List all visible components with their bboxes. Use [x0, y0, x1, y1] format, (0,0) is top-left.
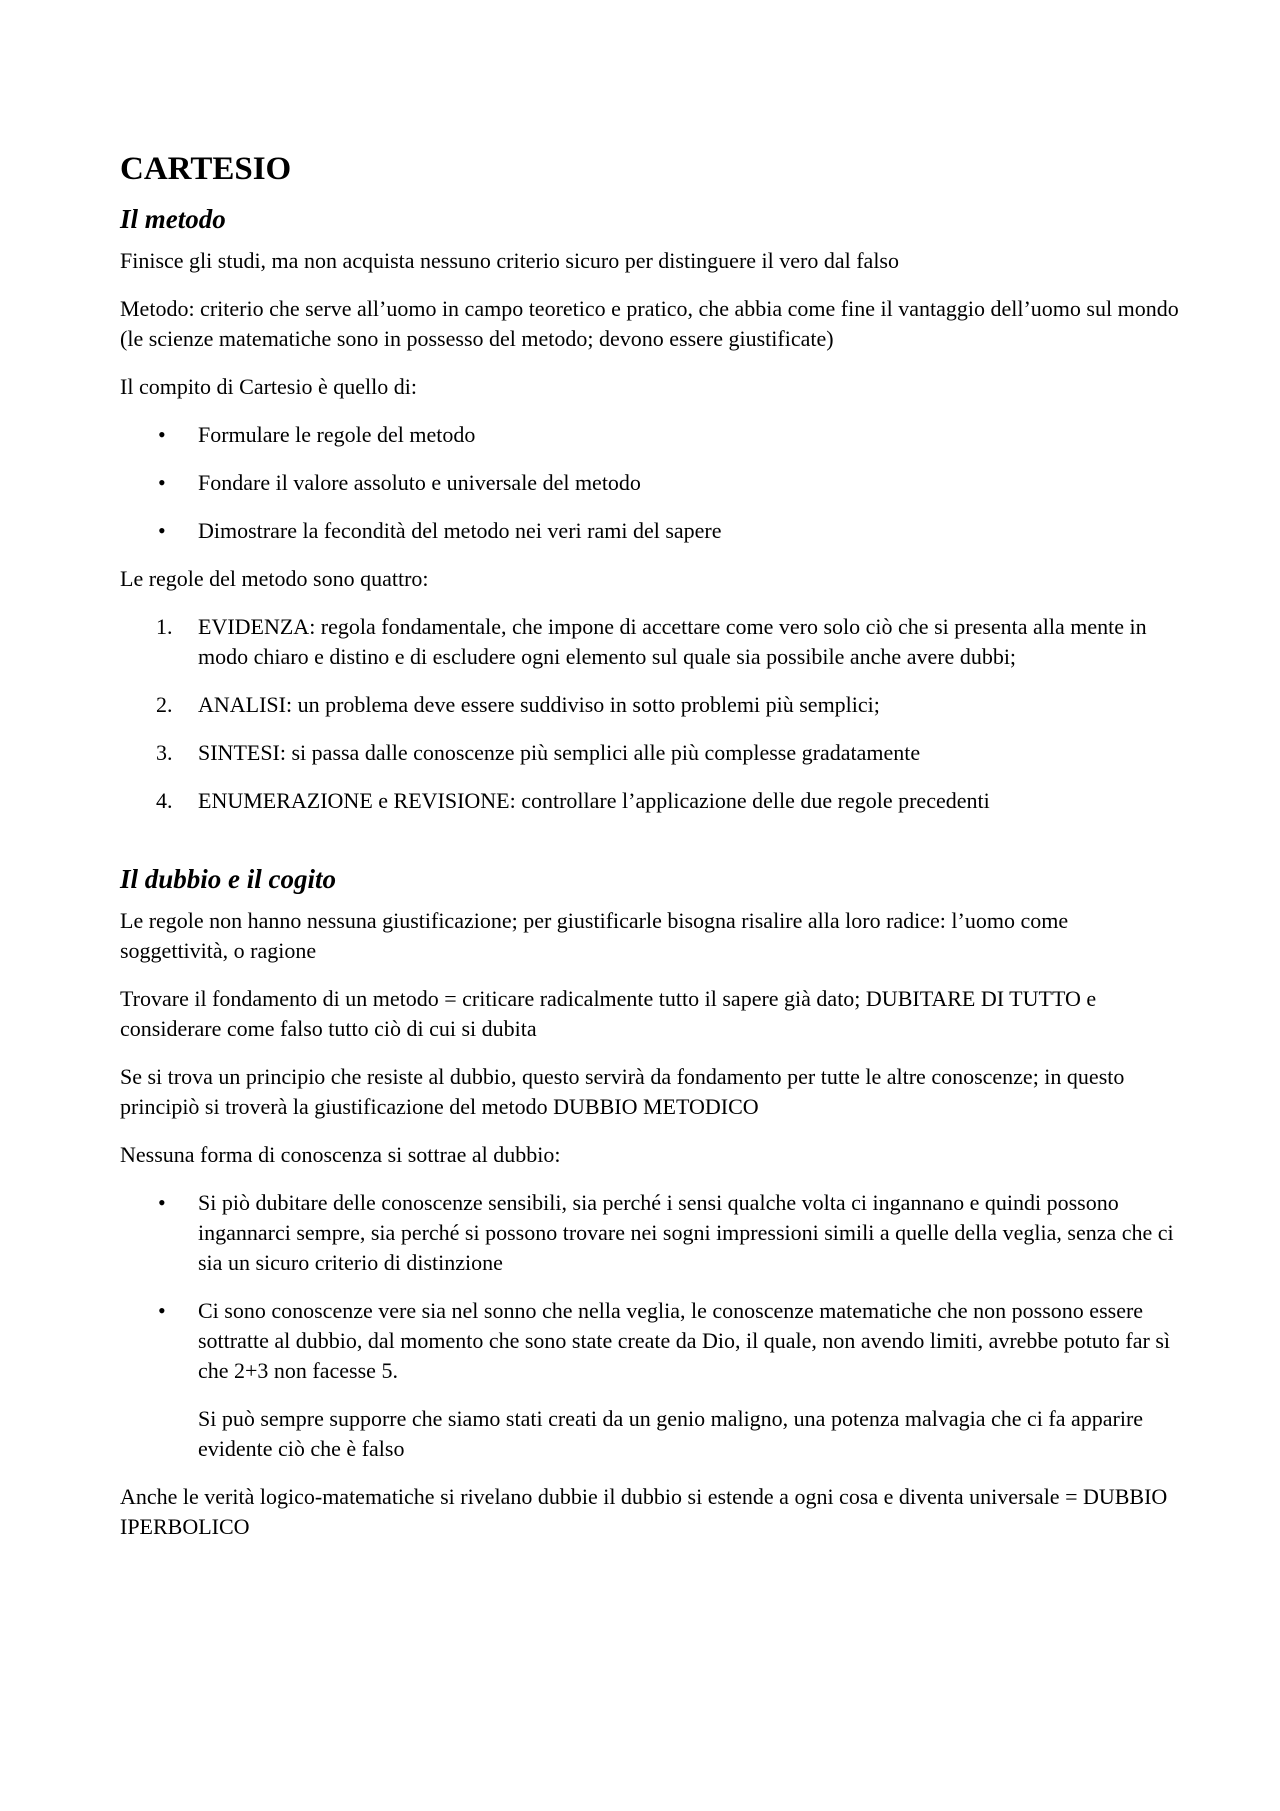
paragraph: Trovare il fondamento di un metodo = criticare radicalmente tutto il sapere già dato; DUBITARE DI TUTTO e considerare come falso tutto ciò di cui si dubita: [120, 986, 1097, 1041]
paragraph: Nessuna forma di conoscenza si sottrae al dubbio:: [120, 1142, 561, 1167]
bullet-list-doubt: [120, 1188, 1180, 1464]
list-number: 4.: [156, 788, 173, 813]
paragraph: Finisce gli studi, ma non acquista nessuno criterio sicuro per distinguere il vero dal falso: [120, 248, 899, 273]
section-heading-metodo: Il metodo: [120, 204, 226, 234]
bullet-list-tasks: [120, 420, 1180, 546]
numbered-list-rules: [120, 612, 1180, 816]
paragraph: Metodo: criterio che serve all’uomo in campo teoretico e pratico, che abbia come fine il vantaggio dell’uomo sul mondo (le scienze matematiche sono in possesso del metodo; devono essere giustificate): [120, 296, 1179, 351]
list-number: 2.: [156, 692, 173, 717]
list-item: • Formulare le regole del metodo: [120, 420, 1180, 450]
bullet-icon: •: [158, 1190, 166, 1215]
document-title: CARTESIO: [120, 151, 292, 187]
list-number: 3.: [156, 740, 173, 765]
list-item: 4. ENUMERAZIONE e REVISIONE: controllare l’applicazione delle due regole precedenti: [120, 786, 1180, 816]
paragraph: Anche le verità logico-matematiche si rivelano dubbie il dubbio si estende a ogni cosa e diventa universale = DUBBIO IPERBOLICO: [120, 1484, 1168, 1539]
document-page: [120, 150, 1180, 1560]
bullet-icon: •: [158, 1298, 166, 1323]
bullet-icon: •: [158, 518, 166, 543]
list-item: • Fondare il valore assoluto e universale del metodo: [120, 468, 1180, 498]
bullet-icon: •: [158, 422, 166, 447]
paragraph: Le regole del metodo sono quattro:: [120, 566, 429, 591]
list-item: • Ci sono conoscenze vere sia nel sonno che nella veglia, le conoscenze matematiche che non possono essere sottratte al dubbio, dal momento che sono state create da Dio, il quale, non avendo limiti, avrebbe potuto far sì che 2+3 non facesse 5. Si può sempre supporre che siamo stati creati da un genio maligno, una potenza malvagia che ci fa apparire evidente ciò che è falso: [120, 1296, 1180, 1464]
list-item: • Si piò dubitare delle conoscenze sensibili, sia perché i sensi qualche volta ci ingannano e quindi possono ingannarci sempre, sia perché si possono trovare nei sogni impressioni simili a quelle della veglia, senza che ci sia un sicuro criterio di distinzione: [158, 1190, 1174, 1275]
list-item: 1. EVIDENZA: regola fondamentale, che impone di accettare come vero solo ciò che si presenta alla mente in modo chiaro e distino e di escludere ogni elemento sul quale sia possibile anche avere dubbi;: [156, 614, 1147, 669]
paragraph: Se si trova un principio che resiste al dubbio, questo servirà da fondamento per tutte le altre conoscenze; in questo principiò si troverà la giustificazione del metodo DUBBIO METODICO: [120, 1064, 1125, 1119]
list-item: 3. SINTESI: si passa dalle conoscenze più semplici alle più complesse gradatamente: [120, 738, 1180, 768]
list-item-continuation: Si può sempre supporre che siamo stati creati da un genio maligno, una potenza malvagia che ci fa apparire evidente ciò che è falso: [198, 1406, 1144, 1461]
list-item: 2. ANALISI: un problema deve essere suddiviso in sotto problemi più semplici;: [120, 690, 1180, 720]
bullet-icon: •: [158, 470, 166, 495]
list-number: 1.: [156, 614, 173, 639]
paragraph: Le regole non hanno nessuna giustificazione; per giustificarle bisogna risalire alla loro radice: l’uomo come soggettività, o ragione: [120, 908, 1069, 963]
paragraph: Il compito di Cartesio è quello di:: [120, 374, 417, 399]
list-item: • Dimostrare la fecondità del metodo nei veri rami del sapere: [120, 516, 1180, 546]
section-heading-dubbio: Il dubbio e il cogito: [120, 864, 336, 894]
